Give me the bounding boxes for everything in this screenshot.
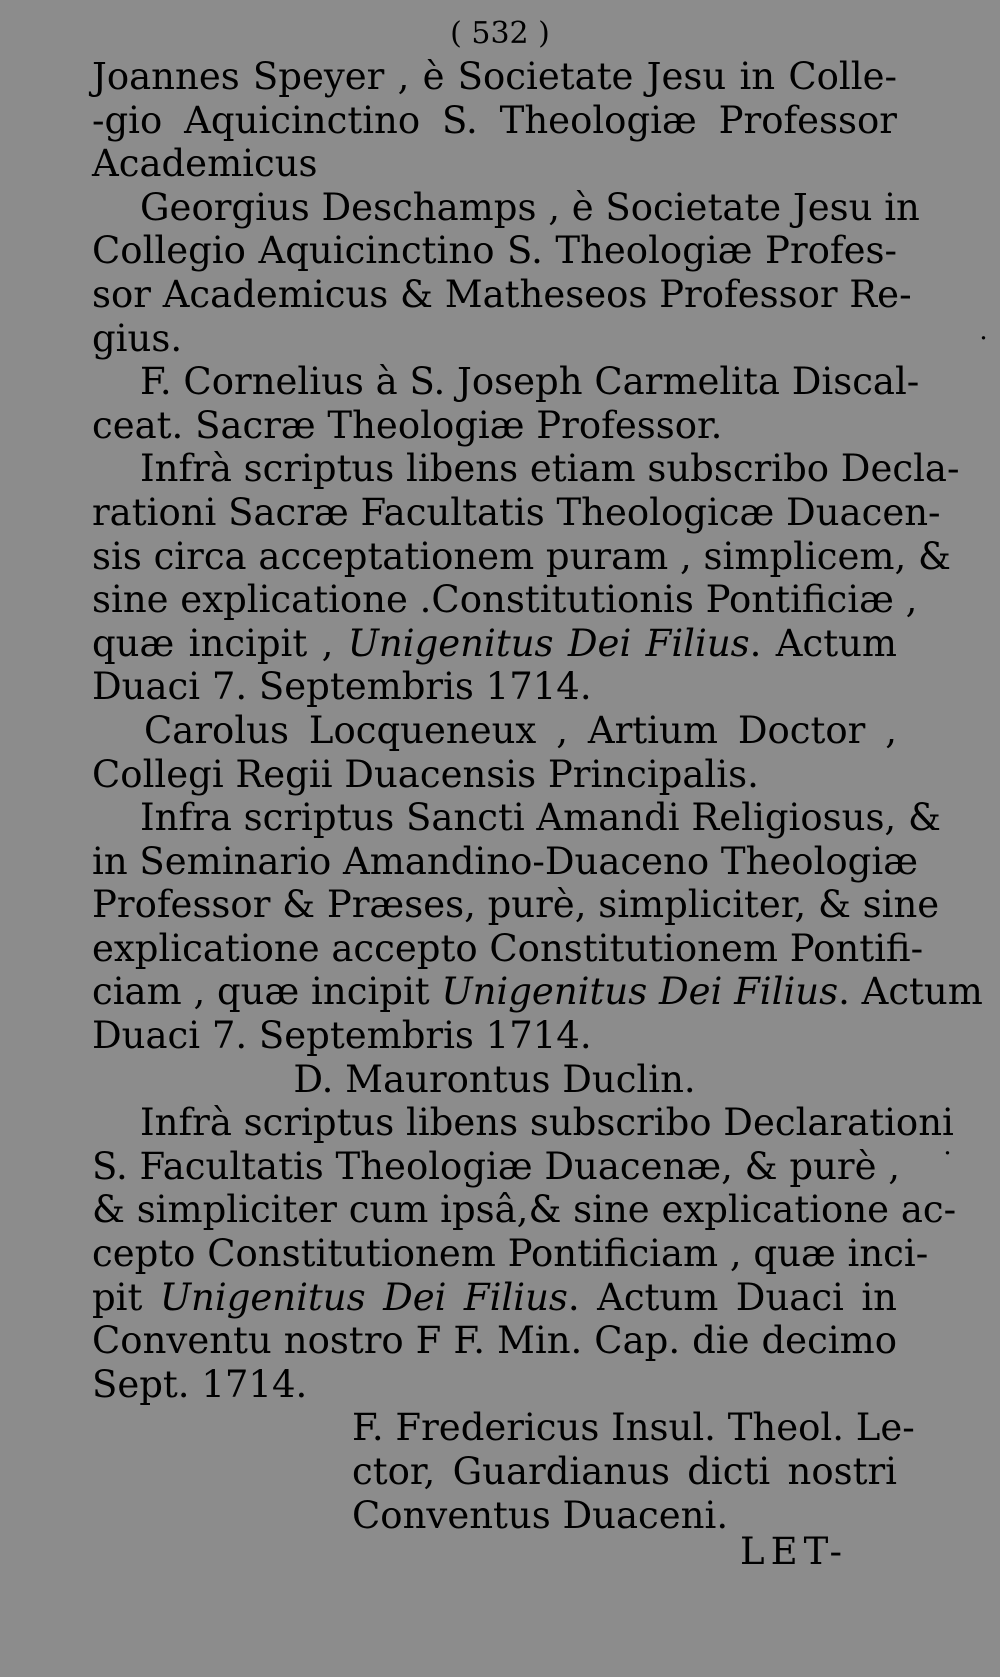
text-line: sor Academicus & Matheseos Professor Re- bbox=[92, 272, 912, 316]
page-number: ( 532 ) bbox=[450, 16, 550, 51]
text-line: Joannes Speyer , è Societate Jesu in Colle- bbox=[92, 55, 897, 98]
text-line: Academicus bbox=[92, 142, 318, 186]
text-line: in Seminario Amandino-Duaceno Theologiæ bbox=[92, 839, 918, 883]
text-line: cepto Constitutionem Pontificiam , quæ inci- bbox=[92, 1232, 929, 1276]
text-line: gius. bbox=[92, 316, 183, 360]
text-line: Professor & Præses, purè, simpliciter, & sine bbox=[92, 883, 940, 927]
incipit-italic: Unigenitus Dei Filius bbox=[347, 621, 750, 665]
incipit-italic: Unigenitus Dei Filius bbox=[441, 970, 839, 1014]
text-line: Conventu nostro F F. Min. Cap. die decimo bbox=[92, 1319, 897, 1363]
text-line: pit Unigenitus Dei Filius. Actum Duaci in bbox=[92, 1275, 898, 1319]
text-line: rationi Sacræ Facultatis Theologicæ Duacen- bbox=[92, 490, 941, 534]
text-line: Collegi Regii Duacensis Principalis. bbox=[92, 752, 759, 796]
text-line: ciam , quæ incipit Unigenitus Dei Filius. Actum bbox=[92, 970, 983, 1014]
text-line: explicatione accepto Constitutionem Pontifi- bbox=[92, 926, 924, 970]
text-line: -gio Aquicinctino S. Theologiæ Professor bbox=[92, 98, 897, 142]
text-line: Carolus Locqueneux , Artium Doctor , bbox=[144, 708, 897, 752]
signature-line: F. Fredericus Insul. Theol. Le- bbox=[352, 1406, 915, 1450]
incipit-italic: Unigenitus Dei Filius bbox=[159, 1275, 568, 1319]
text-line: Duaci 7. Septembris 1714. bbox=[92, 1014, 592, 1058]
text-line: quæ incipit , Unigenitus Dei Filius. Actum bbox=[92, 621, 897, 665]
text-line: & simpliciter cum ipsâ,& sine explicatione ac- bbox=[92, 1188, 957, 1232]
text-line: F. Cornelius à S. Joseph Carmelita Discal- bbox=[140, 360, 920, 404]
text-line: Collegio Aquicinctino S. Theologiæ Profes- bbox=[92, 229, 897, 273]
text-line: Infra scriptus Sancti Amandi Religiosus, & bbox=[140, 796, 941, 840]
catchword: LET- bbox=[740, 1530, 848, 1573]
text-line: Sept. 1714. bbox=[92, 1362, 308, 1406]
ink-mark: ˙ bbox=[976, 332, 991, 367]
signature-line: ctor, Guardianus dicti nostri bbox=[352, 1450, 897, 1493]
text-line: Infrà scriptus libens subscribo Declarationi bbox=[140, 1101, 954, 1145]
body-text bbox=[92, 55, 983, 1537]
text-line: ceat. Sacræ Theologiæ Professor. bbox=[92, 403, 723, 447]
signature-line: D. Maurontus Duclin. bbox=[293, 1057, 696, 1101]
ink-mark: ˙ bbox=[940, 1147, 955, 1182]
text-line: sine explicatione .Constitutionis Pontificiæ , bbox=[92, 578, 918, 622]
signature-line: Conventus Duaceni. bbox=[352, 1493, 729, 1537]
text-line: Georgius Deschamps , è Societate Jesu in bbox=[140, 185, 920, 229]
text-line: Infrà scriptus libens etiam subscribo Decla- bbox=[140, 447, 960, 491]
text-line: S. Facultatis Theologiæ Duacenæ, & purè , bbox=[92, 1144, 901, 1188]
text-line: Duaci 7. Septembris 1714. bbox=[92, 665, 592, 709]
text-line: sis circa acceptationem puram , simplicem, & bbox=[92, 534, 951, 578]
